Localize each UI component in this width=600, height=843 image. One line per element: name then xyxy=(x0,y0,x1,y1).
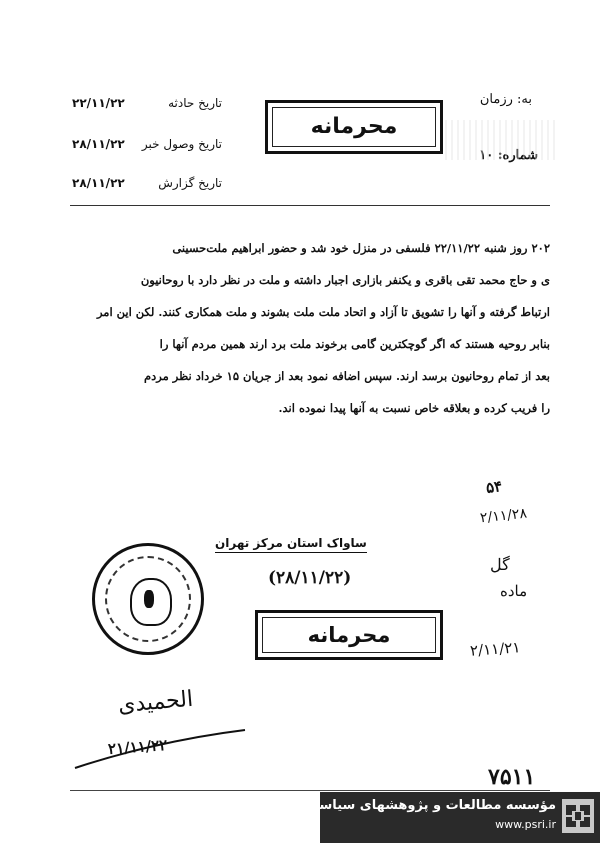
confidential-stamp-lower xyxy=(255,610,443,660)
publisher-name: مؤسسه مطالعات و پژوهشهای سیاسی xyxy=(306,798,556,813)
publisher-logo-icon xyxy=(562,799,594,833)
confidential-stamp-lower-text: محرمانه xyxy=(262,617,436,653)
received-date-row xyxy=(72,137,222,151)
report-date-value: ۲۸/۱۱/۲۲ xyxy=(72,176,125,190)
confidential-stamp xyxy=(265,100,443,154)
lion-emblem-icon xyxy=(130,578,172,626)
header-divider xyxy=(70,205,550,206)
body-line: بعد از تمام روحانیون برسد ارند. سپس اضافه نمود بعد از جریان ۱۵ خرداد نظر مردم xyxy=(144,369,550,383)
received-date-label: تاریخ وصول خبر xyxy=(141,137,222,151)
body-line: را فریب کرده و بعلاقه خاص نسبت به آنها پیدا نموده اند. xyxy=(278,401,550,415)
recipient-number: شماره: ۱۰ xyxy=(479,148,538,163)
signature-date: ۲۱/۱۱/۲۲ xyxy=(107,735,168,759)
recipient-line: به: رزمان xyxy=(479,92,532,107)
page-number: ۷۵۱۱ xyxy=(488,764,536,790)
incident-date-row xyxy=(72,96,222,110)
handwritten-signature: الحمیدی xyxy=(117,686,195,719)
body-line: ۲۰۲ روز شنبه ۲۲/۱۱/۲۲ فلسفی در منزل خود شد و حضور ابراهیم ملت‌حسینی xyxy=(172,241,550,255)
sender-date: (۲۸/۱۱/۲۲) xyxy=(268,568,352,588)
signature-stroke xyxy=(70,728,250,778)
margin-note: ۵۴ xyxy=(484,476,504,498)
confidential-stamp-text: محرمانه xyxy=(272,107,436,147)
official-seal xyxy=(92,543,204,655)
margin-note: گل xyxy=(490,555,510,574)
body-line: ی و حاج محمد تقی باقری و یکنفر بازاری اجبار داشته و ملت در نظر دارد با روحانیون xyxy=(140,273,550,287)
margin-note-date: ۲/۱۱/۲۱ xyxy=(469,638,521,660)
publisher-url[interactable]: www.psri.ir xyxy=(495,818,556,831)
sender-office: ساواک استان مرکز تهران xyxy=(215,536,367,553)
publisher-footer xyxy=(306,792,600,843)
margin-note: ماده xyxy=(500,582,528,600)
report-date-label: تاریخ گزارش xyxy=(158,176,222,190)
report-body xyxy=(70,232,550,424)
incident-date-label: تاریخ حادثه xyxy=(168,96,222,110)
bottom-divider xyxy=(70,790,550,791)
faded-marks xyxy=(445,120,555,160)
report-date-row xyxy=(72,176,222,190)
body-line: ارتباط گرفته و آنها را تشویق تا آزاد و اتحاد ملت ملت بشوند و ملت همکاری کنند. لکن این امر xyxy=(96,305,550,319)
incident-date-value: ۲۲/۱۱/۲۲ xyxy=(72,96,125,110)
margin-note-date: ۲/۱۱/۲۸ xyxy=(479,505,528,527)
body-line: بنابر روحیه هستند که اگر گوچکترین گامی برخوند ملت برد ارند همین مردم آنها را xyxy=(159,337,550,351)
received-date-value: ۲۸/۱۱/۲۲ xyxy=(72,137,125,151)
